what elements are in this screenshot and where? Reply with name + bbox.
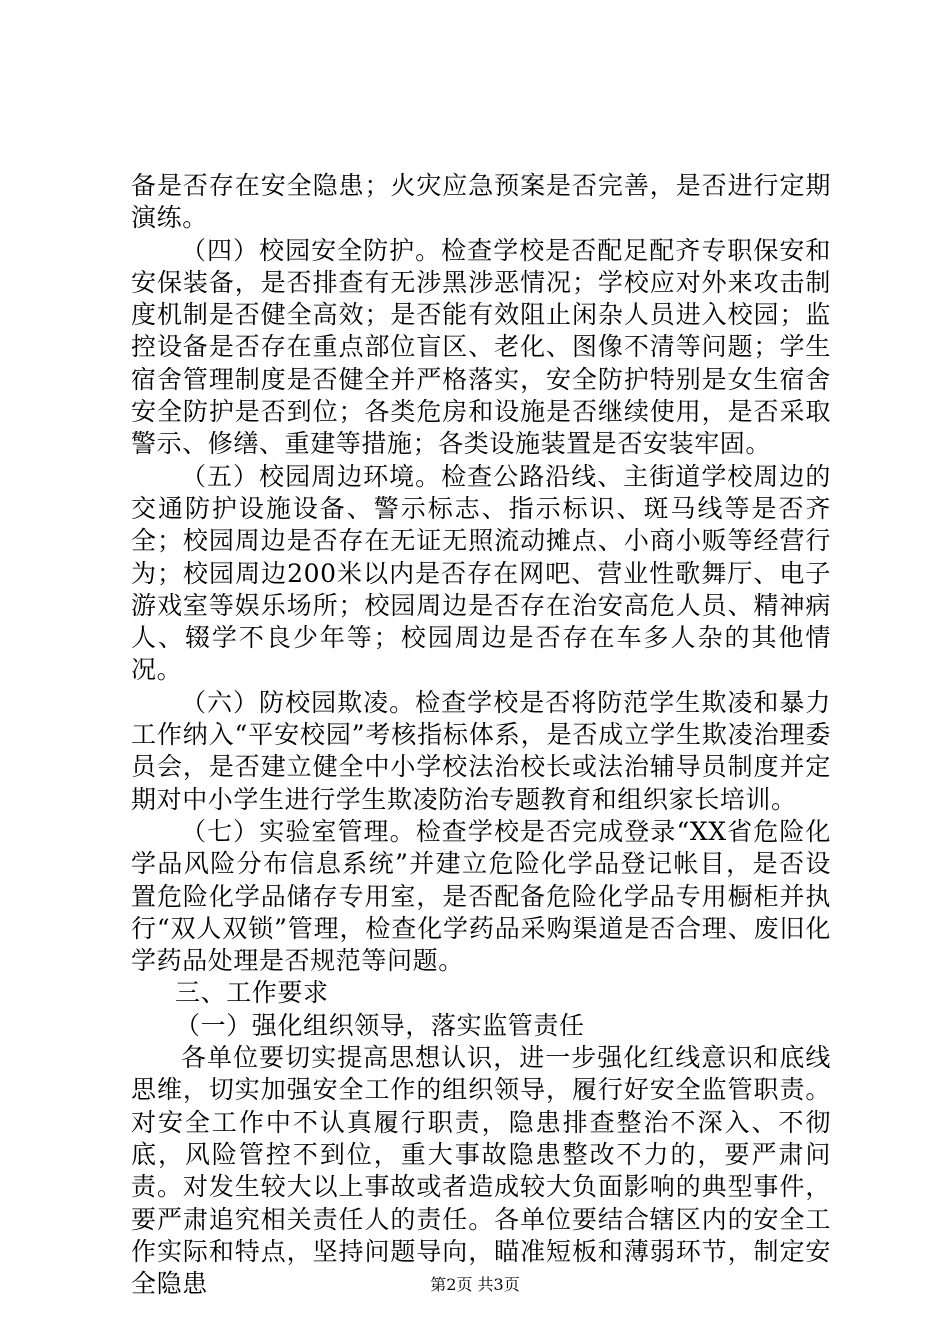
page-footer: 第2页 共3页 — [430, 1275, 520, 1294]
subsection-heading-leadership: （一）强化组织领导，落实监管责任 — [175, 1010, 585, 1040]
paragraph-campus-surroundings: （五）校园周边环境。检查公路沿线、主街道学校周边的交通防护设施设备、警示标志、指示标识、斑马线等是否齐全；校园周边是否存在无证无照流动摊点、小商小贩等经营行为；校园周边200米以内是否存在网吧、营业性歌舞厅、电子游戏室等娱乐场所；校园周边是否存在治安高危人员、精神病人、辍学不良少年等；校园周边是否存在车多人杂的其他情况。 — [131, 461, 831, 685]
document-body — [131, 170, 831, 1300]
paragraph-campus-security: （四）校园安全防护。检查学校是否配足配齐专职保安和安保装备，是否排查有无涉黑涉恶情况；学校应对外来攻击制度机制是否健全高效；是否能有效阻止闲杂人员进入校园；监控设备是否存在重点部位盲区、老化、图像不清等问题；学生宿舍管理制度是否健全并严格落实，安全防护特别是女生宿舍安全防护是否到位；各类危房和设施是否继续使用，是否采取警示、修缮、重建等措施；各类设施装置是否安装牢固。 — [131, 235, 831, 459]
section-heading-work-requirements: 三、工作要求 — [175, 978, 329, 1008]
paragraph-continuation: 备是否存在安全隐患；火灾应急预案是否完善，是否进行定期演练。 — [131, 171, 831, 233]
paragraph-leadership: 各单位要切实提高思想认识，进一步强化红线意识和底线思维，切实加强安全工作的组织领导，履行好安全监管职责。对安全工作中不认真履行职责，隐患排查整治不深入、不彻底，风险管控不到位，重大事故隐患整改不力的，要严肃问责。对发生较大以上事故或者造成较大负面影响的典型事件，要严肃追究相关责任人的责任。各单位要结合辖区内的安全工作实际和特点，坚持问题导向，瞄准短板和薄弱环节，制定安全隐患 — [131, 1043, 831, 1299]
paragraph-laboratory: （七）实验室管理。检查学校是否完成登录“XX省危险化学品风险分布信息系统”并建立危险化学品登记帐目，是否设置危险化学品储存专用室，是否配备危险化学品专用橱柜并执行“双人双锁”管理，检查化学药品采购渠道是否合理、废旧化学药品处理是否规范等问题。 — [131, 816, 831, 976]
paragraph-anti-bullying: （六）防校园欺凌。检查学校是否将防范学生欺凌和暴力工作纳入“平安校园”考核指标体系，是否成立学生欺凌治理委员会，是否建立健全中小学校法治校长或法治辅导员制度并定期对中小学生进行学生欺凌防治专题教育和组织家长培训。 — [131, 687, 831, 814]
